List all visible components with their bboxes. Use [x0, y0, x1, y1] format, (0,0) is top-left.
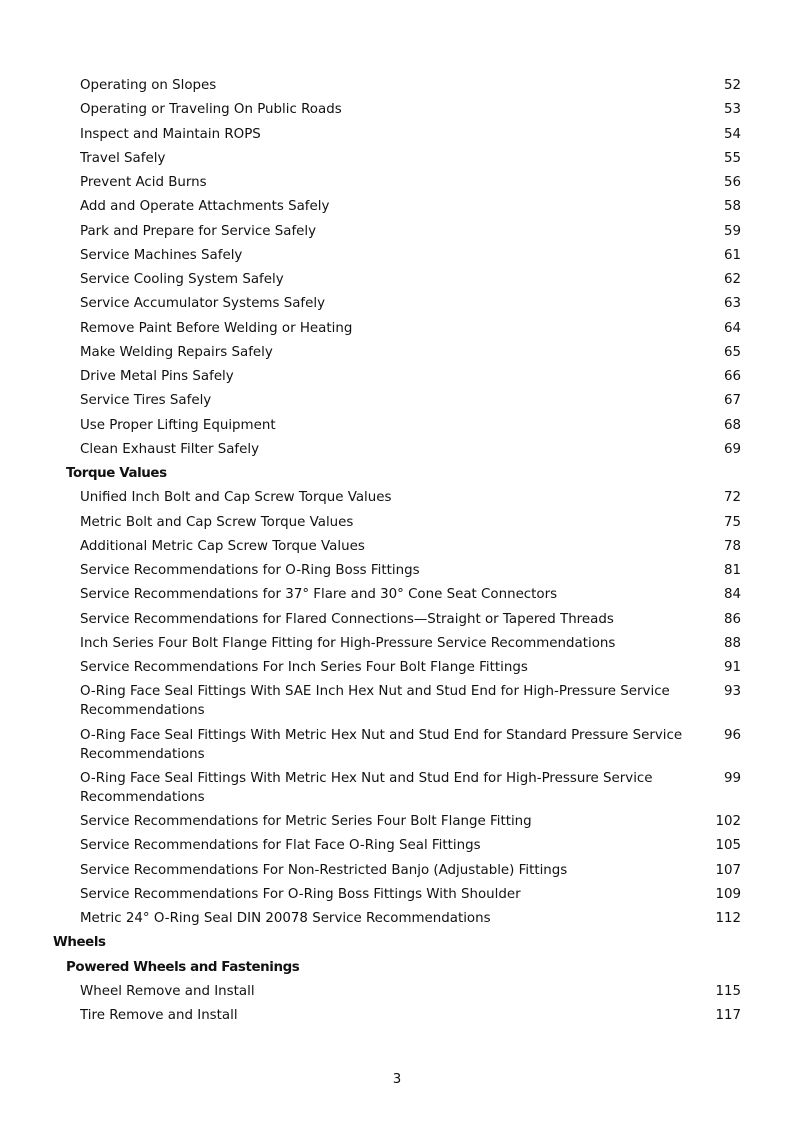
- toc-entry-page-number: 65: [723, 344, 741, 360]
- toc-entry-page-number: 58: [723, 199, 741, 215]
- toc-entry[interactable]: [0, 537, 794, 556]
- toc-entry-page-number: 53: [723, 102, 741, 118]
- toc-entry[interactable]: [0, 769, 794, 807]
- toc-entry-title: O-Ring Face Seal Fittings With Metric Hex Nut and Stud End for High-Pressure Service Recommendations: [80, 770, 653, 805]
- toc-entry-page-number: 69: [723, 441, 741, 457]
- toc-entry-page-number: 61: [723, 247, 741, 263]
- table-of-contents: [0, 76, 794, 1030]
- toc-entry-title: Operating on Slopes: [80, 78, 217, 93]
- toc-entry-title: Service Machines Safely: [80, 247, 243, 263]
- toc-entry-page-number: 117: [715, 1008, 741, 1023]
- toc-entry[interactable]: [0, 197, 794, 216]
- toc-entry[interactable]: [0, 319, 794, 338]
- toc-entry-page-number: 78: [723, 538, 741, 554]
- toc-entry[interactable]: [0, 682, 794, 720]
- toc-entry[interactable]: [0, 561, 794, 580]
- toc-entry[interactable]: [0, 488, 794, 507]
- toc-entry-page-number: 56: [723, 175, 741, 190]
- toc-entry-title: Service Recommendations for 37° Flare and 30° Cone Seat Connectors: [80, 587, 558, 603]
- toc-entry[interactable]: [0, 885, 794, 904]
- toc-entry-title: Remove Paint Before Welding or Heating: [80, 320, 353, 336]
- toc-entry-title: Make Welding Repairs Safely: [80, 344, 273, 360]
- toc-entry[interactable]: [0, 76, 794, 95]
- toc-entry-title: Service Recommendations for Flared Connections—Straight or Tapered Threads: [80, 611, 614, 627]
- toc-entry-title: Add and Operate Attachments Safely: [80, 199, 330, 215]
- toc-section-heading: [0, 464, 794, 483]
- toc-entry-page-number: 75: [723, 514, 741, 530]
- toc-entry[interactable]: [0, 658, 794, 677]
- toc-entry-title: Service Recommendations For Non-Restricted Banjo (Adjustable) Fittings: [80, 862, 568, 878]
- toc-entry[interactable]: [0, 125, 794, 144]
- toc-entry-title: Tire Remove and Install: [80, 1008, 238, 1023]
- toc-entry-page-number: 63: [723, 296, 741, 312]
- toc-entry[interactable]: [0, 246, 794, 265]
- toc-entry-title: Metric Bolt and Cap Screw Torque Values: [80, 514, 354, 530]
- toc-entry[interactable]: [0, 367, 794, 386]
- toc-entry-title: Use Proper Lifting Equipment: [80, 417, 276, 433]
- toc-entry-title: Clean Exhaust Filter Safely: [80, 441, 260, 457]
- toc-entry-title: Operating or Traveling On Public Roads: [80, 102, 342, 118]
- toc-entry-title: Service Cooling System Safely: [80, 272, 284, 287]
- toc-entry[interactable]: [0, 836, 794, 855]
- toc-entry-page-number: 86: [723, 611, 741, 627]
- toc-entry[interactable]: [0, 173, 794, 192]
- toc-entry-page-number: 91: [723, 660, 741, 675]
- toc-entry[interactable]: [0, 440, 794, 459]
- toc-section-heading: [0, 933, 794, 952]
- toc-entry-page-number: 105: [715, 838, 741, 854]
- toc-entry-title: Wheels: [53, 935, 106, 951]
- toc-entry-page-number: 109: [715, 886, 741, 902]
- toc-entry-page-number: 112: [715, 911, 741, 926]
- toc-entry-title: Additional Metric Cap Screw Torque Values: [80, 538, 365, 554]
- toc-entry-title: Inspect and Maintain ROPS: [80, 126, 261, 142]
- toc-entry[interactable]: [0, 610, 794, 629]
- toc-entry-page-number: 66: [723, 369, 741, 384]
- toc-entry-page-number: 115: [715, 983, 741, 999]
- toc-entry-title: Service Recommendations for O-Ring Boss Fittings: [80, 563, 420, 578]
- toc-entry-page-number: 107: [715, 862, 741, 878]
- toc-entry-title: Unified Inch Bolt and Cap Screw Torque Values: [80, 490, 392, 506]
- toc-entry-title: Service Accumulator Systems Safely: [80, 296, 326, 312]
- toc-entry[interactable]: [0, 416, 794, 435]
- toc-entry-page-number: 59: [723, 223, 741, 239]
- toc-entry-title: Wheel Remove and Install: [80, 983, 255, 999]
- toc-entry-page-number: 81: [723, 563, 741, 578]
- toc-entry-page-number: 67: [723, 393, 741, 409]
- toc-entry[interactable]: [0, 100, 794, 119]
- toc-entry-page-number: 72: [723, 490, 741, 506]
- toc-entry[interactable]: [0, 634, 794, 653]
- toc-entry-title: Metric 24° O-Ring Seal DIN 20078 Service Recommendations: [80, 911, 491, 926]
- toc-entry-title: Torque Values: [66, 466, 167, 481]
- toc-entry-title: Service Recommendations for Flat Face O-Ring Seal Fittings: [80, 838, 481, 854]
- toc-entry-page-number: 99: [723, 770, 741, 786]
- toc-entry-page-number: 88: [723, 635, 741, 651]
- toc-entry-page-number: 93: [723, 684, 741, 700]
- toc-entry-title: Travel Safely: [80, 150, 166, 166]
- toc-entry-title: Prevent Acid Burns: [80, 175, 207, 190]
- toc-entry-title: Service Recommendations For O-Ring Boss Fittings With Shoulder: [80, 886, 521, 902]
- page-number: 3: [392, 1072, 402, 1087]
- toc-entry-title: Service Recommendations For Inch Series Four Bolt Flange Fittings: [80, 660, 528, 675]
- toc-entry-title: O-Ring Face Seal Fittings With SAE Inch Hex Nut and Stud End for High-Pressure Service Recommendations: [80, 684, 670, 719]
- toc-entry-title: Service Tires Safely: [80, 393, 212, 409]
- toc-entry[interactable]: [0, 861, 794, 880]
- toc-entry-page-number: 64: [723, 320, 741, 336]
- toc-entry[interactable]: [0, 812, 794, 831]
- toc-entry[interactable]: [0, 391, 794, 410]
- toc-entry[interactable]: [0, 343, 794, 362]
- toc-entry-page-number: 102: [715, 814, 741, 829]
- toc-entry-page-number: 54: [723, 126, 741, 142]
- toc-entry-title: Drive Metal Pins Safely: [80, 369, 234, 384]
- toc-entry[interactable]: [0, 222, 794, 241]
- toc-entry[interactable]: [0, 982, 794, 1001]
- toc-entry[interactable]: [0, 513, 794, 532]
- toc-entry[interactable]: [0, 294, 794, 313]
- toc-section-heading: [0, 958, 794, 977]
- toc-entry[interactable]: [0, 909, 794, 928]
- toc-entry-title: O-Ring Face Seal Fittings With Metric Hex Nut and Stud End for Standard Pressure Service Recommendations: [80, 727, 683, 762]
- toc-entry-page-number: 62: [723, 272, 741, 287]
- toc-entry[interactable]: [0, 585, 794, 604]
- toc-entry-title: Powered Wheels and Fastenings: [66, 959, 300, 975]
- toc-entry-title: Park and Prepare for Service Safely: [80, 223, 317, 239]
- toc-entry-title: Inch Series Four Bolt Flange Fitting for High-Pressure Service Recommendations: [80, 635, 616, 651]
- toc-entry[interactable]: [0, 1006, 794, 1025]
- toc-entry-page-number: 52: [723, 78, 741, 93]
- toc-entry-page-number: 84: [723, 587, 741, 603]
- toc-entry-title: Service Recommendations for Metric Series Four Bolt Flange Fitting: [80, 814, 532, 829]
- toc-entry-page-number: 55: [723, 150, 741, 166]
- toc-entry-page-number: 96: [723, 727, 741, 743]
- toc-entry[interactable]: [0, 726, 794, 764]
- toc-entry-page-number: 68: [723, 417, 741, 433]
- toc-entry[interactable]: [0, 149, 794, 168]
- toc-entry[interactable]: [0, 270, 794, 289]
